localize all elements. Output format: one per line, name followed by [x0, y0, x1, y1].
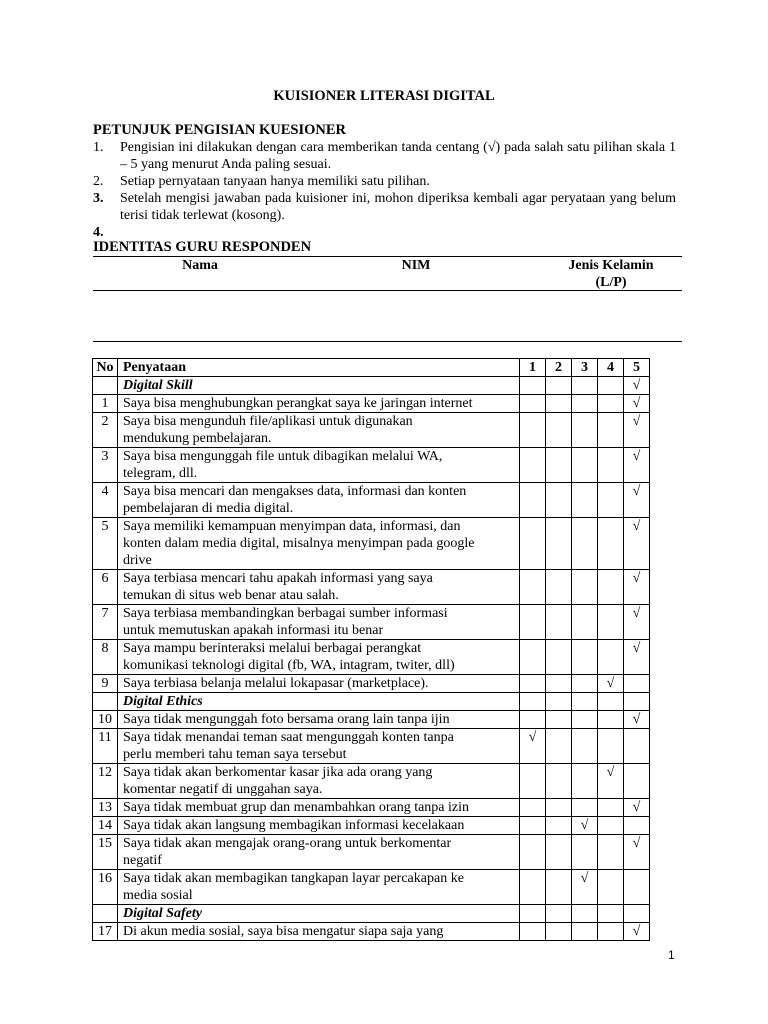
- scale-cell-2[interactable]: [546, 518, 572, 570]
- statement-cell: [118, 483, 520, 518]
- row-number: 4: [93, 483, 118, 518]
- scale-cell-4[interactable]: [598, 923, 624, 941]
- statement-line: Saya tidak akan langsung membagikan informasi kecelakaan: [123, 818, 465, 833]
- scale-cell-1[interactable]: [520, 377, 546, 395]
- scale-cell-3[interactable]: [572, 640, 598, 675]
- scale-cell-3[interactable]: [572, 799, 598, 817]
- header-statement: Penyataan: [118, 359, 520, 377]
- table-row: [93, 870, 650, 905]
- scale-cell-1[interactable]: [520, 675, 546, 693]
- scale-cell-5[interactable]: [624, 799, 650, 817]
- row-number: 8: [93, 640, 118, 675]
- table-row: [93, 518, 650, 570]
- scale-cell-1[interactable]: [520, 817, 546, 835]
- table-row: [93, 640, 650, 675]
- statement-cell: [118, 923, 520, 941]
- table-row: [93, 605, 650, 640]
- scale-cell-1[interactable]: [520, 483, 546, 518]
- scale-cell-2[interactable]: [546, 448, 572, 483]
- scale-cell-3[interactable]: [572, 835, 598, 870]
- scale-cell-1[interactable]: [520, 729, 546, 764]
- instructions-heading: PETUNJUK PENGISIAN KUESIONER: [93, 122, 346, 138]
- page-number: 1: [668, 948, 675, 962]
- row-number: 16: [93, 870, 118, 905]
- row-number: 9: [93, 675, 118, 693]
- scale-cell-3[interactable]: [572, 483, 598, 518]
- scale-cell-5[interactable]: [624, 923, 650, 941]
- row-number: 15: [93, 835, 118, 870]
- scale-cell-4[interactable]: [598, 570, 624, 605]
- statement-line: Saya bisa mengunggah file untuk dibagikan melalui WA,: [123, 449, 443, 464]
- row-number: 10: [93, 711, 118, 729]
- scale-cell-2[interactable]: [546, 799, 572, 817]
- scale-cell-3[interactable]: [572, 395, 598, 413]
- scale-cell-3[interactable]: [572, 729, 598, 764]
- scale-cell-2[interactable]: [546, 413, 572, 448]
- statement-line: Saya tidak menandai teman saat mengunggah konten tanpa: [123, 730, 454, 745]
- statement-line: komunikasi teknologi digital (fb, WA, intagram, twiter, dll): [123, 658, 455, 673]
- table-row: [93, 395, 650, 413]
- scale-cell-5[interactable]: [624, 675, 650, 693]
- row-number: 14: [93, 817, 118, 835]
- statement-line: Saya tidak akan membagikan tangkapan layar percakapan ke: [123, 871, 464, 886]
- statement-cell: [118, 817, 520, 835]
- identity-col-gender-line1: Jenis Kelamin: [568, 258, 654, 273]
- identity-bottom-rule: [93, 341, 682, 342]
- statement-cell: [118, 518, 520, 570]
- statement-line: perlu memberi tahu teman saya tersebut: [123, 747, 347, 762]
- statement-line: Saya tidak akan berkomentar kasar jika ada orang yang: [123, 765, 433, 780]
- table-row: [93, 570, 650, 605]
- category-label: Digital Ethics: [118, 693, 520, 711]
- scale-cell-4[interactable]: [598, 905, 624, 923]
- instruction-text: Setiap pernyataan tanyaan hanya memiliki satu pilihan.: [120, 174, 430, 189]
- scale-cell-1[interactable]: [520, 870, 546, 905]
- header-scale-3: 3: [572, 359, 598, 377]
- statement-cell: [118, 729, 520, 764]
- statement-line: mendukung pembelajaran.: [123, 431, 272, 446]
- table-row: [93, 799, 650, 817]
- statement-line: negatif: [123, 853, 162, 868]
- statement-line: telegram, dll.: [123, 466, 198, 481]
- table-row: [93, 729, 650, 764]
- table-row: [93, 835, 650, 870]
- identity-heading: IDENTITAS GURU RESPONDEN: [93, 239, 312, 255]
- row-number: 2: [93, 413, 118, 448]
- scale-cell-2[interactable]: [546, 729, 572, 764]
- scale-cell-1[interactable]: [520, 448, 546, 483]
- questionnaire-table: [92, 358, 650, 941]
- check-mark-icon: √: [632, 571, 641, 586]
- statement-line: Saya mampu berinteraksi melalui berbagai perangkat: [123, 641, 422, 656]
- scale-cell-2[interactable]: [546, 675, 572, 693]
- scale-cell-5[interactable]: [624, 729, 650, 764]
- scale-cell-5[interactable]: [624, 835, 650, 870]
- scale-cell-5[interactable]: [624, 377, 650, 395]
- scale-cell-5[interactable]: [624, 640, 650, 675]
- scale-cell-5[interactable]: [624, 395, 650, 413]
- table-row: [93, 711, 650, 729]
- scale-cell-3[interactable]: [572, 605, 598, 640]
- header-scale-4: 4: [598, 359, 624, 377]
- statement-cell: [118, 448, 520, 483]
- scale-cell-5[interactable]: [624, 518, 650, 570]
- scale-cell-1[interactable]: [520, 693, 546, 711]
- scale-cell-3[interactable]: [572, 711, 598, 729]
- category-row: [93, 693, 650, 711]
- scale-cell-2[interactable]: [546, 905, 572, 923]
- scale-cell-3[interactable]: [572, 570, 598, 605]
- statement-line: drive: [123, 553, 152, 568]
- scale-cell-4[interactable]: [598, 448, 624, 483]
- scale-cell-3[interactable]: [572, 377, 598, 395]
- check-mark-icon: √: [606, 676, 615, 691]
- scale-cell-3[interactable]: [572, 448, 598, 483]
- row-number: [93, 905, 118, 923]
- statement-line: Saya bisa mencari dan mengakses data, informasi dan konten: [123, 484, 467, 499]
- scale-cell-4[interactable]: [598, 483, 624, 518]
- table-row: [93, 675, 650, 693]
- scale-cell-5[interactable]: [624, 570, 650, 605]
- table-row: [93, 448, 650, 483]
- check-mark-icon: √: [632, 800, 641, 815]
- instruction-text: Setelah mengisi jawaban pada kuisioner ini, mohon diperiksa kembali agar peryataan yang belum terisi tidak terlewat (kosong).: [120, 191, 676, 223]
- statement-cell: [118, 395, 520, 413]
- scale-cell-5[interactable]: [624, 605, 650, 640]
- scale-cell-3[interactable]: [572, 870, 598, 905]
- scale-cell-4[interactable]: [598, 729, 624, 764]
- scale-cell-2[interactable]: [546, 605, 572, 640]
- statement-cell: [118, 413, 520, 448]
- identity-col-gender-line2: (L/P): [595, 275, 627, 290]
- instruction-item-1: [93, 139, 676, 173]
- table-row: [93, 923, 650, 941]
- instruction-number: 3.: [93, 191, 104, 206]
- check-mark-icon: √: [632, 449, 641, 464]
- scale-cell-3[interactable]: [572, 923, 598, 941]
- check-mark-icon: √: [632, 712, 641, 727]
- statement-cell: [118, 799, 520, 817]
- scale-cell-4[interactable]: [598, 870, 624, 905]
- row-number: 13: [93, 799, 118, 817]
- row-number: [93, 377, 118, 395]
- scale-cell-1[interactable]: [520, 905, 546, 923]
- scale-cell-1[interactable]: [520, 764, 546, 799]
- scale-cell-2[interactable]: [546, 693, 572, 711]
- scale-cell-2[interactable]: [546, 870, 572, 905]
- scale-cell-2[interactable]: [546, 395, 572, 413]
- scale-cell-2[interactable]: [546, 640, 572, 675]
- instruction-number: 4.: [93, 225, 104, 240]
- statement-line: Saya bisa mengunduh file/aplikasi untuk digunakan: [123, 414, 413, 429]
- header-scale-5: 5: [624, 359, 650, 377]
- statement-cell: [118, 570, 520, 605]
- scale-cell-3[interactable]: [572, 817, 598, 835]
- statement-line: media sosial: [123, 888, 193, 903]
- row-number: 17: [93, 923, 118, 941]
- scale-cell-4[interactable]: [598, 640, 624, 675]
- instruction-number: 2.: [93, 174, 104, 189]
- check-mark-icon: √: [580, 871, 589, 886]
- table-row: [93, 764, 650, 799]
- scale-cell-2[interactable]: [546, 570, 572, 605]
- row-number: 3: [93, 448, 118, 483]
- category-row: [93, 905, 650, 923]
- check-mark-icon: √: [632, 924, 641, 939]
- statement-cell: [118, 835, 520, 870]
- statement-line: pembelajaran di media digital.: [123, 501, 294, 516]
- instruction-number: 1.: [93, 140, 104, 155]
- statement-cell: [118, 605, 520, 640]
- scale-cell-5[interactable]: [624, 870, 650, 905]
- statement-line: Saya terbiasa belanja melalui lokapasar (marketplace).: [123, 676, 429, 691]
- scale-cell-2[interactable]: [546, 483, 572, 518]
- scale-cell-4[interactable]: [598, 693, 624, 711]
- check-mark-icon: √: [632, 396, 641, 411]
- scale-cell-4[interactable]: [598, 377, 624, 395]
- scale-cell-4[interactable]: [598, 799, 624, 817]
- scale-cell-2[interactable]: [546, 835, 572, 870]
- row-number: 12: [93, 764, 118, 799]
- scale-cell-3[interactable]: [572, 905, 598, 923]
- row-number: 6: [93, 570, 118, 605]
- row-number: 5: [93, 518, 118, 570]
- scale-cell-2[interactable]: [546, 377, 572, 395]
- statement-cell: [118, 640, 520, 675]
- statement-line: Saya memiliki kemampuan menyimpan data, informasi, dan: [123, 519, 461, 534]
- row-number: 1: [93, 395, 118, 413]
- header-scale-1: 1: [520, 359, 546, 377]
- statement-line: Saya tidak akan mengajak orang-orang untuk berkomentar: [123, 836, 452, 851]
- scale-cell-3[interactable]: [572, 675, 598, 693]
- instruction-item-3: [93, 190, 676, 224]
- statement-line: Saya terbiasa membandingkan berbagai sumber informasi: [123, 606, 448, 621]
- check-mark-icon: √: [632, 606, 641, 621]
- table-row: [93, 817, 650, 835]
- check-mark-icon: √: [580, 818, 589, 833]
- identity-col-name: Nama: [182, 258, 218, 273]
- check-mark-icon: √: [528, 730, 537, 745]
- scale-cell-1[interactable]: [520, 799, 546, 817]
- check-mark-icon: √: [632, 484, 641, 499]
- identity-col-gender: [552, 257, 670, 291]
- statement-line: temukan di situs web benar atau salah.: [123, 588, 339, 603]
- document-title: KUISIONER LITERASI DIGITAL: [273, 88, 495, 104]
- category-row: [93, 377, 650, 395]
- identity-header-rule: [93, 290, 682, 291]
- scale-cell-1[interactable]: [520, 570, 546, 605]
- scale-cell-5[interactable]: [624, 905, 650, 923]
- scale-cell-3[interactable]: [572, 693, 598, 711]
- category-label: Digital Skill: [118, 377, 520, 395]
- header-no: No: [93, 359, 118, 377]
- scale-cell-3[interactable]: [572, 518, 598, 570]
- scale-cell-3[interactable]: [572, 413, 598, 448]
- statement-line: Saya terbiasa mencari tahu apakah informasi yang saya: [123, 571, 433, 586]
- scale-cell-5[interactable]: [624, 711, 650, 729]
- table-row: [93, 413, 650, 448]
- statement-cell: [118, 764, 520, 799]
- scale-cell-4[interactable]: [598, 817, 624, 835]
- statement-line: konten dalam media digital, misalnya menyimpan pada google: [123, 536, 475, 551]
- scale-cell-4[interactable]: [598, 835, 624, 870]
- scale-cell-4[interactable]: [598, 518, 624, 570]
- category-label: Digital Safety: [118, 905, 520, 923]
- table-row: [93, 483, 650, 518]
- scale-cell-5[interactable]: [624, 448, 650, 483]
- scale-cell-1[interactable]: [520, 518, 546, 570]
- row-number: [93, 693, 118, 711]
- check-mark-icon: √: [632, 378, 641, 393]
- table-header-row: [93, 359, 650, 377]
- scale-cell-1[interactable]: [520, 923, 546, 941]
- scale-cell-5[interactable]: [624, 817, 650, 835]
- scale-cell-5[interactable]: [624, 764, 650, 799]
- scale-cell-2[interactable]: [546, 817, 572, 835]
- scale-cell-5[interactable]: [624, 693, 650, 711]
- statement-line: komentar negatif di unggahan saya.: [123, 782, 323, 797]
- check-mark-icon: √: [632, 836, 641, 851]
- check-mark-icon: √: [632, 519, 641, 534]
- statement-cell: [118, 870, 520, 905]
- scale-cell-1[interactable]: [520, 395, 546, 413]
- statement-cell: [118, 711, 520, 729]
- row-number: 7: [93, 605, 118, 640]
- scale-cell-1[interactable]: [520, 640, 546, 675]
- scale-cell-1[interactable]: [520, 711, 546, 729]
- scale-cell-2[interactable]: [546, 711, 572, 729]
- instruction-text: Pengisian ini dilakukan dengan cara memberikan tanda centang (√) pada salah satu pilihan skala 1 – 5 yang menurut Anda paling sesuai.: [120, 140, 676, 172]
- scale-cell-2[interactable]: [546, 923, 572, 941]
- row-number: 11: [93, 729, 118, 764]
- scale-cell-4[interactable]: [598, 395, 624, 413]
- statement-line: Saya tidak membuat grup dan menambahkan orang tanpa izin: [123, 800, 470, 815]
- scale-cell-4[interactable]: [598, 675, 624, 693]
- scale-cell-1[interactable]: [520, 605, 546, 640]
- identity-col-nim: NIM: [401, 258, 431, 273]
- scale-cell-3[interactable]: [572, 764, 598, 799]
- scale-cell-4[interactable]: [598, 605, 624, 640]
- scale-cell-5[interactable]: [624, 483, 650, 518]
- scale-cell-5[interactable]: [624, 413, 650, 448]
- statement-line: untuk memutuskan apakah informasi itu benar: [123, 623, 384, 638]
- header-scale-2: 2: [546, 359, 572, 377]
- scale-cell-1[interactable]: [520, 835, 546, 870]
- scale-cell-1[interactable]: [520, 413, 546, 448]
- instruction-item-2: [93, 173, 676, 190]
- statement-line: Di akun media sosial, saya bisa mengatur siapa saja yang: [123, 924, 444, 939]
- statement-line: Saya bisa menghubungkan perangkat saya ke jaringan internet: [123, 396, 473, 411]
- check-mark-icon: √: [632, 414, 641, 429]
- scale-cell-2[interactable]: [546, 764, 572, 799]
- statement-cell: [118, 675, 520, 693]
- check-mark-icon: √: [606, 765, 615, 780]
- check-mark-icon: √: [632, 641, 641, 656]
- statement-line: Saya tidak mengunggah foto bersama orang lain tanpa ijin: [123, 712, 450, 727]
- scale-cell-4[interactable]: [598, 711, 624, 729]
- scale-cell-4[interactable]: [598, 764, 624, 799]
- scale-cell-4[interactable]: [598, 413, 624, 448]
